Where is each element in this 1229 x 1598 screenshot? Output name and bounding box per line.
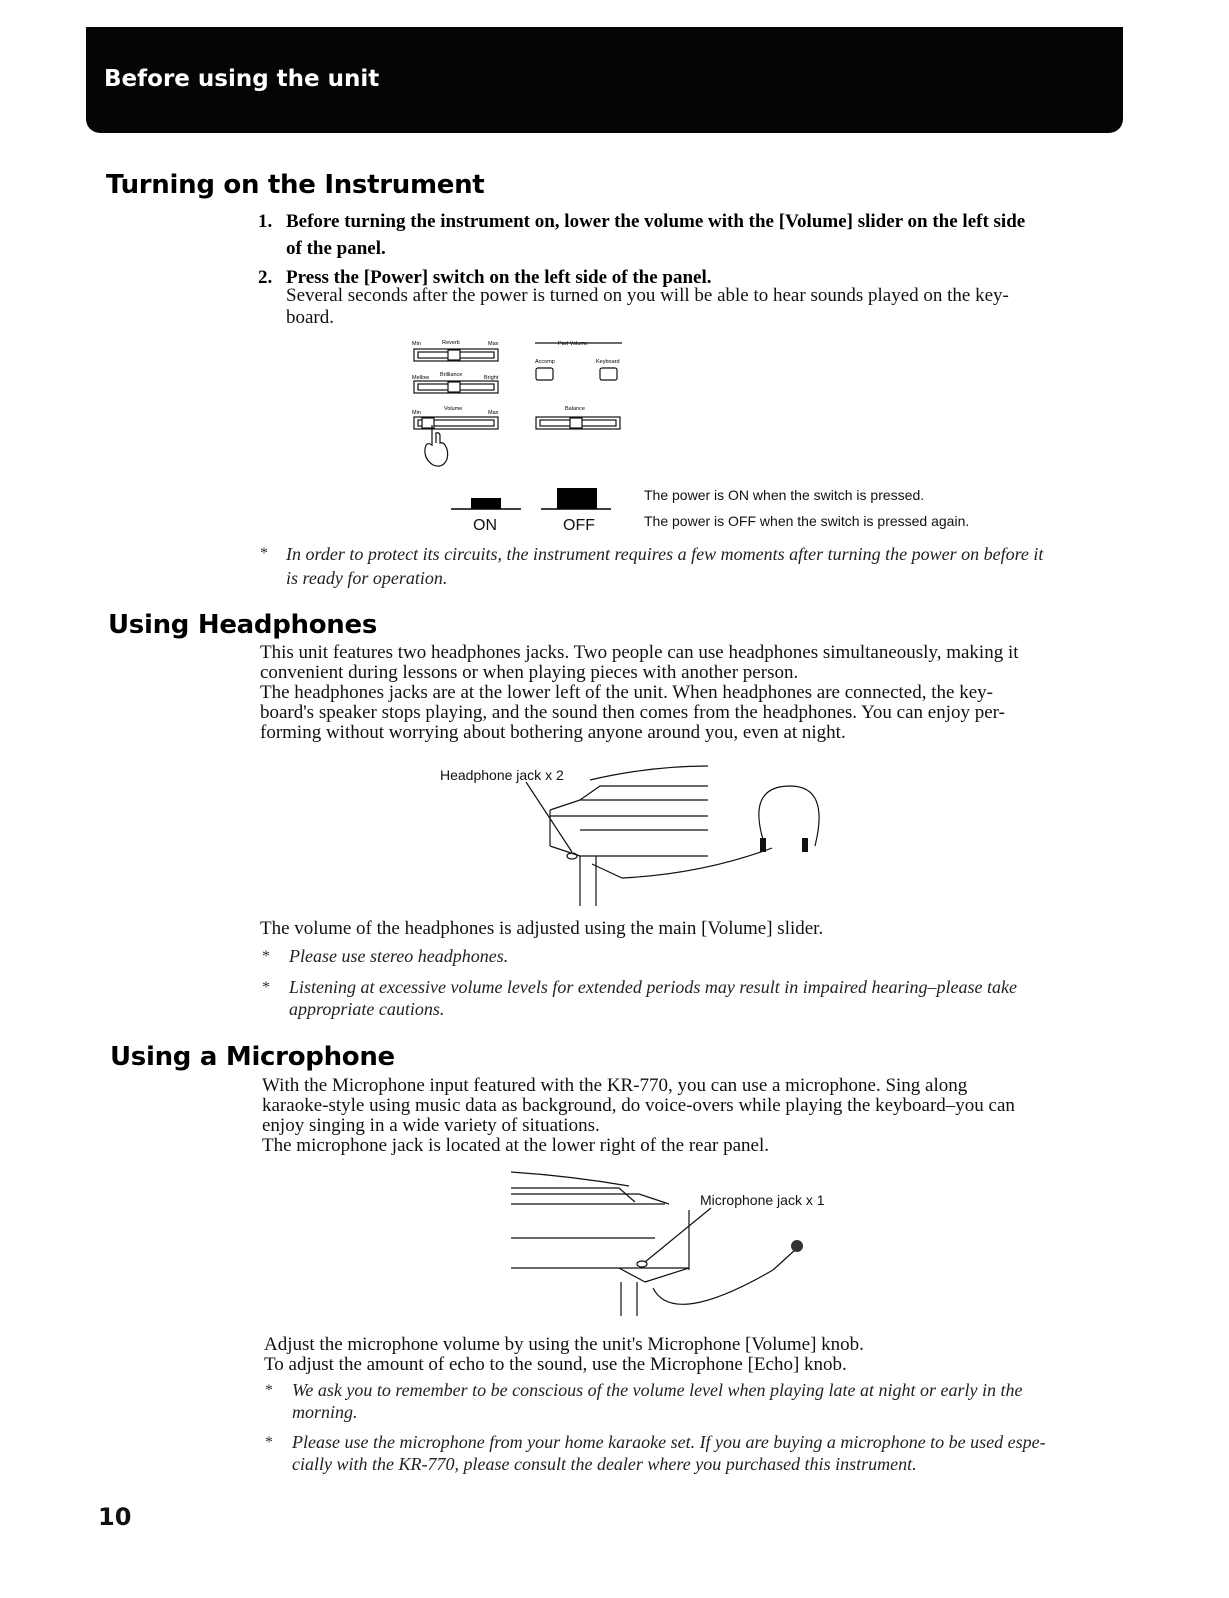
heading-microphone: Using a Microphone	[110, 1042, 395, 1072]
page-number: 10	[98, 1503, 132, 1531]
heading-headphones: Using Headphones	[108, 610, 378, 640]
headphones-para1-line1: This unit features two headphones jacks. Two people can use headphones simultaneously, making it	[260, 642, 1019, 663]
step2-body-line2: board.	[286, 307, 335, 328]
headphones-note2-line1: Listening at excessive volume levels for extended periods may result in impaired hearing–please take	[289, 977, 1017, 997]
headphones-para1-line2: convenient during lessons or when playing pieces with another person.	[260, 662, 799, 683]
headphones-para2-line2: board's speaker stops playing, and the sound then comes from the headphones. You can enjoy per-	[260, 702, 1005, 723]
heading-turning-on: Turning on the Instrument	[106, 170, 485, 200]
step2-number: 2.	[258, 267, 273, 288]
step1-line1: Before turning the instrument on, lower the volume with the [Volume] slider on the left side	[286, 211, 1026, 232]
microphone-note2-star: *	[265, 1434, 273, 1451]
turning-on-note-line1: In order to protect its circuits, the instrument requires a few moments after turning the power on before it	[286, 544, 1044, 564]
label-bright: Bright	[484, 375, 499, 381]
label-mellow: Mellow	[412, 375, 430, 381]
microphone-after2: To adjust the amount of echo to the sound, use the Microphone [Echo] knob.	[264, 1354, 847, 1375]
step2-body-line1: Several seconds after the power is turned on you will be able to hear sounds played on the key-	[286, 285, 1009, 306]
headphone-jack-caption: Headphone jack x 2	[440, 767, 564, 783]
turning-on-note-line2: is ready for operation.	[286, 568, 448, 588]
microphone-para1-line1: With the Microphone input featured with the KR-770, you can use a microphone. Sing along	[262, 1075, 968, 1096]
note-star: *	[260, 545, 268, 562]
microphone-para1-line4: The microphone jack is located at the lower right of the rear panel.	[262, 1135, 769, 1156]
step2-title: Press the [Power] switch on the left side of the panel.	[286, 267, 712, 288]
headphones-note2-line2: appropriate cautions.	[289, 999, 445, 1019]
microphone-para1-line3: enjoy singing in a wide variety of situations.	[262, 1115, 600, 1136]
banner-title: Before using the unit	[104, 66, 380, 92]
label-keyboard: Keyboard	[596, 359, 620, 365]
label-min: Min	[412, 341, 421, 347]
microphone-jack-caption: Microphone jack x 1	[700, 1192, 825, 1208]
label-balance: Balance	[565, 406, 585, 412]
microphone-note2-line1: Please use the microphone from your home karaoke set. If you are buying a microphone to be used espe-	[292, 1432, 1046, 1452]
label-volume-max: Max	[488, 410, 499, 416]
step1-line2: of the panel.	[286, 238, 386, 259]
headphones-para2-line3: forming without worrying about bothering anyone around you, even at night.	[260, 722, 846, 743]
label-accomp: Accomp	[535, 359, 555, 365]
label-volume: Volume	[444, 406, 463, 412]
switch-caption-on: The power is ON when the switch is pressed.	[644, 487, 925, 503]
headphones-note1: Please use stereo headphones.	[289, 946, 509, 966]
switch-off-label: OFF	[563, 517, 595, 534]
switch-caption-off: The power is OFF when the switch is pressed again.	[644, 513, 970, 529]
label-reverb: Reverb	[442, 340, 460, 346]
switch-on-label: ON	[473, 517, 497, 534]
microphone-para1-line2: karaoke-style using music data as background, do voice-overs while playing the keyboard–you can	[262, 1095, 1015, 1116]
microphone-note2-line2: cially with the KR-770, please consult the dealer where you purchased this instrument.	[292, 1454, 917, 1474]
label-brilliance: Brilliance	[440, 372, 463, 378]
label-part-volume: Part Volume	[558, 341, 588, 347]
headphones-para2-line1: The headphones jacks are at the lower left of the unit. When headphones are connected, the key-	[260, 682, 993, 703]
microphone-note1-star: *	[265, 1382, 273, 1399]
power-switch-illustration	[445, 484, 625, 514]
microphone-note1-line1: We ask you to remember to be conscious of the volume level when playing late at night or early in the	[292, 1380, 1023, 1400]
label-max: Max	[488, 341, 499, 347]
panel-illustration	[400, 335, 640, 475]
microphone-note1-line2: morning.	[292, 1402, 358, 1422]
headphones-note1-star: *	[262, 948, 270, 965]
headphones-volume-text: The volume of the headphones is adjusted using the main [Volume] slider.	[260, 918, 824, 939]
headphone-figure	[520, 760, 830, 910]
label-volume-min: Min	[412, 410, 421, 416]
step1-number: 1.	[258, 211, 273, 232]
microphone-after1: Adjust the microphone volume by using the unit's Microphone [Volume] knob.	[264, 1334, 864, 1355]
headphones-note2-star: *	[262, 979, 270, 996]
